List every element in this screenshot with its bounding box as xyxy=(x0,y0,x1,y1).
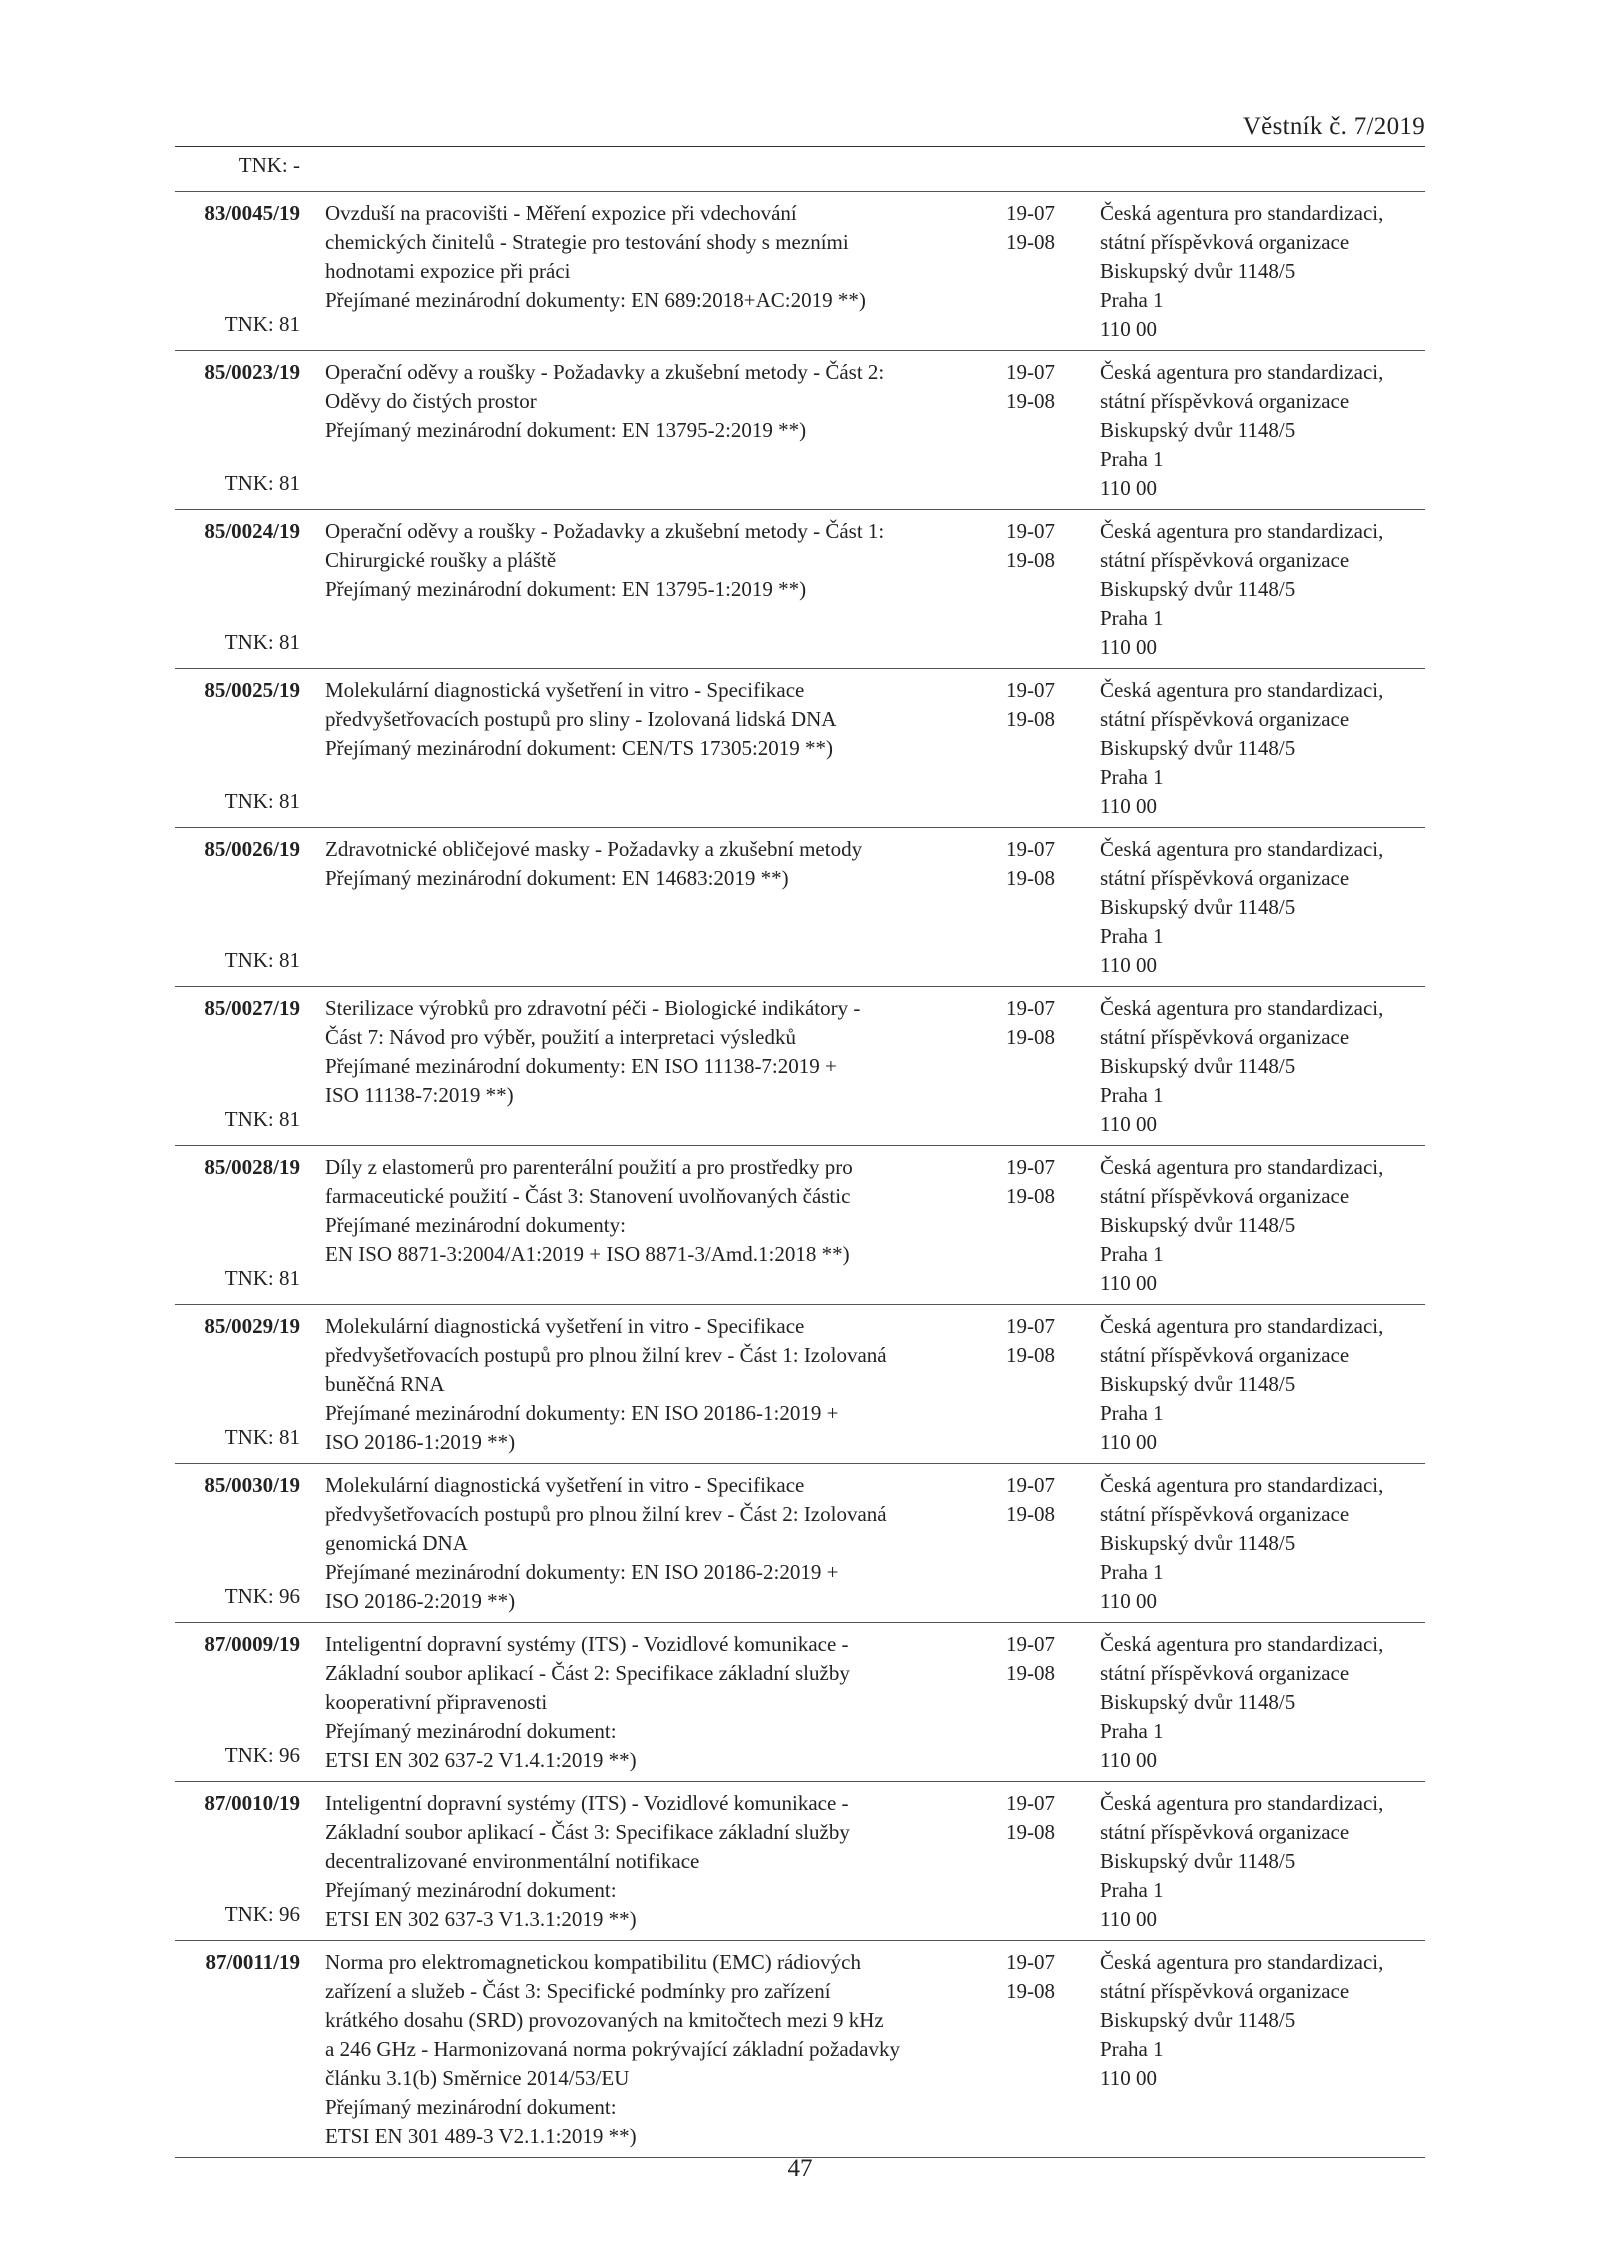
agency-line: Biskupský dvůr 1148/5 xyxy=(1100,736,1296,760)
title-line: Přejímaný mezinárodní dokument: CEN/TS 17305:2019 **) xyxy=(325,736,834,760)
standard-title xyxy=(325,1471,1065,1616)
title-line: Přejímané mezinárodní dokumenty: EN 689:2018+AC:2019 **) xyxy=(325,288,866,312)
classification-code: 19-07 xyxy=(1006,1632,1055,1656)
standard-number: 85/0029/19 xyxy=(204,1314,300,1338)
standard-title xyxy=(325,835,1065,893)
agency-line: Česká agentura pro standardizaci, xyxy=(1100,1632,1384,1656)
title-line: Zdravotnické obličejové masky - Požadavky a zkušební metody xyxy=(325,837,863,861)
publisher-address xyxy=(1100,1312,1383,1457)
standard-number: 85/0028/19 xyxy=(204,1155,300,1179)
agency-line: 110 00 xyxy=(1100,317,1157,341)
title-line: chemických činitelů - Strategie pro testování shody s mezními xyxy=(325,230,849,254)
title-line: Oděvy do čistých prostor xyxy=(325,389,537,413)
tnk-code: TNK: - xyxy=(238,153,300,177)
page-number: 47 xyxy=(787,2155,813,2182)
classification-codes xyxy=(1006,199,1055,257)
title-line: kooperativní připravenosti xyxy=(325,1690,548,1714)
title-line: Přejímané mezinárodní dokumenty: EN ISO 20186-2:2019 + xyxy=(325,1560,839,1584)
classification-codes xyxy=(1006,1471,1055,1529)
agency-line: Biskupský dvůr 1148/5 xyxy=(1100,1849,1296,1873)
classification-code: 19-08 xyxy=(1006,1184,1055,1208)
agency-line: Praha 1 xyxy=(1100,2037,1164,2061)
title-line: Část 7: Návod pro výběr, použití a interpretaci výsledků xyxy=(325,1025,796,1049)
title-line: Ovzduší na pracovišti - Měření expozice při vdechování xyxy=(325,201,797,225)
publisher-address xyxy=(1100,1471,1383,1616)
title-line: EN ISO 8871-3:2004/A1:2019 + ISO 8871-3/Amd.1:2018 **) xyxy=(325,1242,850,1266)
publisher-address xyxy=(1100,1948,1383,2093)
classification-code: 19-08 xyxy=(1006,1343,1055,1367)
agency-line: Česká agentura pro standardizaci, xyxy=(1100,1950,1384,1974)
agency-line: Česká agentura pro standardizaci, xyxy=(1100,1155,1384,1179)
title-line: ISO 20186-2:2019 **) xyxy=(325,1589,516,1613)
classification-code: 19-08 xyxy=(1006,707,1055,731)
publisher-address xyxy=(1100,676,1383,821)
agency-line: státní příspěvková organizace xyxy=(1100,1661,1350,1685)
agency-line: Praha 1 xyxy=(1100,924,1164,948)
title-line: Přejímané mezinárodní dokumenty: EN ISO 20186-1:2019 + xyxy=(325,1401,839,1425)
agency-line: 110 00 xyxy=(1100,1271,1157,1295)
standard-number: 85/0023/19 xyxy=(204,360,300,384)
agency-line: Česká agentura pro standardizaci, xyxy=(1100,1791,1384,1815)
agency-line: Česká agentura pro standardizaci, xyxy=(1100,678,1384,702)
standard-number: 85/0024/19 xyxy=(204,519,300,543)
title-line: Přejímaný mezinárodní dokument: xyxy=(325,2095,617,2119)
title-line: Inteligentní dopravní systémy (ITS) - Vozidlové komunikace - xyxy=(325,1632,849,1656)
agency-line: Praha 1 xyxy=(1100,1083,1164,1107)
agency-line: 110 00 xyxy=(1100,1430,1157,1454)
classification-codes xyxy=(1006,1789,1055,1847)
publisher-address xyxy=(1100,1153,1383,1298)
agency-line: 110 00 xyxy=(1100,1748,1157,1772)
tnk-code: TNK: 96 xyxy=(224,1743,300,1767)
standard-entry xyxy=(175,153,1425,351)
agency-line: Česká agentura pro standardizaci, xyxy=(1100,996,1384,1020)
agency-line: státní příspěvková organizace xyxy=(1100,389,1350,413)
agency-line: Česká agentura pro standardizaci, xyxy=(1100,201,1384,225)
title-line: Přejímaný mezinárodní dokument: xyxy=(325,1878,617,1902)
title-line: Základní soubor aplikací - Část 3: Specifikace základní služby xyxy=(325,1820,850,1844)
standard-entry xyxy=(175,312,1425,510)
publisher-address xyxy=(1100,835,1383,980)
classification-code: 19-08 xyxy=(1006,1820,1055,1844)
standard-number: 85/0026/19 xyxy=(204,837,300,861)
classification-code: 19-07 xyxy=(1006,678,1055,702)
tnk-code: TNK: 81 xyxy=(224,312,300,336)
agency-line: 110 00 xyxy=(1100,1907,1157,1931)
publisher-address xyxy=(1100,199,1383,344)
title-line: buněčná RNA xyxy=(325,1372,445,1396)
standard-title xyxy=(325,199,1065,315)
agency-line: Praha 1 xyxy=(1100,1560,1164,1584)
tnk-code: TNK: 81 xyxy=(224,948,300,972)
classification-code: 19-07 xyxy=(1006,1950,1055,1974)
title-line: a 246 GHz - Harmonizovaná norma pokrývající základní požadavky xyxy=(325,2037,900,2061)
standard-entry xyxy=(175,789,1425,987)
classification-codes xyxy=(1006,1312,1055,1370)
agency-line: Česká agentura pro standardizaci, xyxy=(1100,519,1384,543)
title-line: předvyšetřovacích postupů pro plnou žilní krev - Část 2: Izolovaná xyxy=(325,1502,887,1526)
title-line: Díly z elastomerů pro parenterální použití a pro prostředky pro xyxy=(325,1155,853,1179)
agency-line: státní příspěvková organizace xyxy=(1100,548,1350,572)
classification-code: 19-08 xyxy=(1006,1979,1055,2003)
tnk-code: TNK: 81 xyxy=(224,1107,300,1131)
agency-line: Biskupský dvůr 1148/5 xyxy=(1100,1054,1296,1078)
classification-codes xyxy=(1006,676,1055,734)
title-line: Přejímané mezinárodní dokumenty: xyxy=(325,1213,626,1237)
classification-code: 19-07 xyxy=(1006,360,1055,384)
classification-code: 19-08 xyxy=(1006,1661,1055,1685)
classification-codes xyxy=(1006,358,1055,416)
title-line: ISO 11138-7:2019 **) xyxy=(325,1083,514,1107)
classification-code: 19-08 xyxy=(1006,866,1055,890)
agency-line: státní příspěvková organizace xyxy=(1100,1820,1350,1844)
classification-code: 19-08 xyxy=(1006,1025,1055,1049)
title-line: Molekulární diagnostická vyšetření in vitro - Specifikace xyxy=(325,678,805,702)
tnk-code: TNK: 96 xyxy=(224,1584,300,1608)
agency-line: Biskupský dvůr 1148/5 xyxy=(1100,259,1296,283)
classification-code: 19-07 xyxy=(1006,201,1055,225)
classification-code: 19-07 xyxy=(1006,1314,1055,1338)
agency-line: Biskupský dvůr 1148/5 xyxy=(1100,895,1296,919)
agency-line: Biskupský dvůr 1148/5 xyxy=(1100,1531,1296,1555)
standard-title xyxy=(325,1630,1065,1775)
title-line: Přejímaný mezinárodní dokument: EN 14683:2019 **) xyxy=(325,866,789,890)
agency-line: Praha 1 xyxy=(1100,447,1164,471)
tnk-code: TNK: 81 xyxy=(224,471,300,495)
agency-line: státní příspěvková organizace xyxy=(1100,1502,1350,1526)
publisher-address xyxy=(1100,517,1383,662)
standard-title xyxy=(325,1153,1065,1269)
title-line: ETSI EN 302 637-3 V1.3.1:2019 **) xyxy=(325,1907,637,1931)
title-line: Molekulární diagnostická vyšetření in vitro - Specifikace xyxy=(325,1314,805,1338)
standard-entry xyxy=(175,630,1425,828)
title-line: krátkého dosahu (SRD) provozovaných na kmitočtech mezi 9 kHz xyxy=(325,2008,884,2032)
title-line: Chirurgické roušky a pláště xyxy=(325,548,557,572)
title-line: předvyšetřovacích postupů pro plnou žilní krev - Část 1: Izolovaná xyxy=(325,1343,887,1367)
agency-line: Biskupský dvůr 1148/5 xyxy=(1100,2008,1296,2032)
title-line: Přejímané mezinárodní dokumenty: EN ISO 11138-7:2019 + xyxy=(325,1054,837,1078)
standard-title xyxy=(325,676,1065,763)
agency-line: Česká agentura pro standardizaci, xyxy=(1100,837,1384,861)
standard-title xyxy=(325,1312,1065,1457)
standard-number: 83/0045/19 xyxy=(204,201,300,225)
standard-number: 85/0030/19 xyxy=(204,1473,300,1497)
standard-number: 87/0009/19 xyxy=(204,1632,300,1656)
title-line: Přejímaný mezinárodní dokument: EN 13795-2:2019 **) xyxy=(325,418,807,442)
title-line: Přejímaný mezinárodní dokument: EN 13795-1:2019 **) xyxy=(325,577,807,601)
classification-code: 19-08 xyxy=(1006,230,1055,254)
publisher-address xyxy=(1100,358,1383,503)
title-line: Molekulární diagnostická vyšetření in vitro - Specifikace xyxy=(325,1473,805,1497)
classification-codes xyxy=(1006,1630,1055,1688)
title-line: Přejímaný mezinárodní dokument: xyxy=(325,1719,617,1743)
title-line: Sterilizace výrobků pro zdravotní péči - Biologické indikátory - xyxy=(325,996,861,1020)
agency-line: Biskupský dvůr 1148/5 xyxy=(1100,1372,1296,1396)
agency-line: Česká agentura pro standardizaci, xyxy=(1100,360,1384,384)
agency-line: státní příspěvková organizace xyxy=(1100,1184,1350,1208)
classification-code: 19-07 xyxy=(1006,837,1055,861)
classification-code: 19-08 xyxy=(1006,548,1055,572)
agency-line: Česká agentura pro standardizaci, xyxy=(1100,1473,1384,1497)
classification-code: 19-07 xyxy=(1006,1155,1055,1179)
standard-title xyxy=(325,994,1065,1110)
standard-number: 85/0025/19 xyxy=(204,678,300,702)
standard-number: 87/0011/19 xyxy=(205,1950,300,1974)
agency-line: Praha 1 xyxy=(1100,606,1164,630)
agency-line: 110 00 xyxy=(1100,2066,1157,2090)
agency-line: 110 00 xyxy=(1100,1589,1157,1613)
publisher-address xyxy=(1100,1789,1383,1934)
agency-line: Praha 1 xyxy=(1100,765,1164,789)
title-line: genomická DNA xyxy=(325,1531,468,1555)
standard-entry xyxy=(175,471,1425,669)
standard-title xyxy=(325,358,1065,445)
publisher-address xyxy=(1100,1630,1383,1775)
title-line: zařízení a služeb - Část 3: Specifické podmínky pro zařízení xyxy=(325,1979,831,2003)
standard-entry xyxy=(175,948,1425,1146)
classification-code: 19-07 xyxy=(1006,519,1055,543)
header-rule xyxy=(175,146,1425,147)
journal-title: Věstník č. 7/2019 xyxy=(1242,113,1425,140)
classification-codes xyxy=(1006,835,1055,893)
agency-line: Praha 1 xyxy=(1100,1401,1164,1425)
title-line: předvyšetřovacích postupů pro sliny - Izolovaná lidská DNA xyxy=(325,707,837,731)
title-line: článku 3.1(b) Směrnice 2014/53/EU xyxy=(325,2066,630,2090)
standard-entry xyxy=(175,1266,1425,1464)
classification-codes xyxy=(1006,1948,1055,2006)
agency-line: Biskupský dvůr 1148/5 xyxy=(1100,418,1296,442)
tnk-code: TNK: 81 xyxy=(224,630,300,654)
title-line: Inteligentní dopravní systémy (ITS) - Vozidlové komunikace - xyxy=(325,1791,849,1815)
publisher-address xyxy=(1100,994,1383,1139)
title-line: Norma pro elektromagnetickou kompatibilitu (EMC) rádiových xyxy=(325,1950,861,1974)
title-line: decentralizované environmentální notifikace xyxy=(325,1849,700,1873)
title-line: hodnotami expozice při práci xyxy=(325,259,571,283)
standard-title xyxy=(325,1789,1065,1934)
classification-code: 19-07 xyxy=(1006,1473,1055,1497)
agency-line: Praha 1 xyxy=(1100,1242,1164,1266)
agency-line: státní příspěvková organizace xyxy=(1100,230,1350,254)
agency-line: 110 00 xyxy=(1100,476,1157,500)
classification-code: 19-08 xyxy=(1006,1502,1055,1526)
classification-codes xyxy=(1006,517,1055,575)
title-line: Základní soubor aplikací - Část 2: Specifikace základní služby xyxy=(325,1661,850,1685)
agency-line: 110 00 xyxy=(1100,953,1157,977)
standard-title xyxy=(325,517,1065,604)
standards-table xyxy=(175,153,1425,2158)
agency-line: Praha 1 xyxy=(1100,1878,1164,1902)
agency-line: Biskupský dvůr 1148/5 xyxy=(1100,577,1296,601)
agency-line: státní příspěvková organizace xyxy=(1100,1343,1350,1367)
standard-entry xyxy=(175,1107,1425,1305)
agency-line: 110 00 xyxy=(1100,794,1157,818)
agency-line: státní příspěvková organizace xyxy=(1100,707,1350,731)
title-line: Operační oděvy a roušky - Požadavky a zkušební metody - Část 2: xyxy=(325,360,885,384)
classification-code: 19-08 xyxy=(1006,389,1055,413)
agency-line: Biskupský dvůr 1148/5 xyxy=(1100,1690,1296,1714)
agency-line: Česká agentura pro standardizaci, xyxy=(1100,1314,1384,1338)
agency-line: státní příspěvková organizace xyxy=(1100,1979,1350,2003)
agency-line: Biskupský dvůr 1148/5 xyxy=(1100,1213,1296,1237)
agency-line: státní příspěvková organizace xyxy=(1100,1025,1350,1049)
agency-line: státní příspěvková organizace xyxy=(1100,866,1350,890)
title-line: farmaceutické použití - Část 3: Stanovení uvolňovaných částic xyxy=(325,1184,851,1208)
title-line: ISO 20186-1:2019 **) xyxy=(325,1430,516,1454)
tnk-code: TNK: 81 xyxy=(224,1266,300,1290)
classification-codes xyxy=(1006,1153,1055,1211)
agency-line: 110 00 xyxy=(1100,635,1157,659)
agency-line: Praha 1 xyxy=(1100,1719,1164,1743)
title-line: Operační oděvy a roušky - Požadavky a zkušební metody - Část 1: xyxy=(325,519,885,543)
standard-title xyxy=(325,1948,1065,2151)
title-line: ETSI EN 302 637-2 V1.4.1:2019 **) xyxy=(325,1748,637,1772)
standard-number: 85/0027/19 xyxy=(204,996,300,1020)
classification-code: 19-07 xyxy=(1006,1791,1055,1815)
agency-line: 110 00 xyxy=(1100,1112,1157,1136)
tnk-code: TNK: 81 xyxy=(224,1425,300,1449)
title-line: ETSI EN 301 489-3 V2.1.1:2019 **) xyxy=(325,2124,637,2148)
tnk-code: TNK: 96 xyxy=(224,1902,300,1926)
tnk-code: TNK: 81 xyxy=(224,789,300,813)
classification-code: 19-07 xyxy=(1006,996,1055,1020)
standard-number: 87/0010/19 xyxy=(204,1791,300,1815)
classification-codes xyxy=(1006,994,1055,1052)
agency-line: Praha 1 xyxy=(1100,288,1164,312)
